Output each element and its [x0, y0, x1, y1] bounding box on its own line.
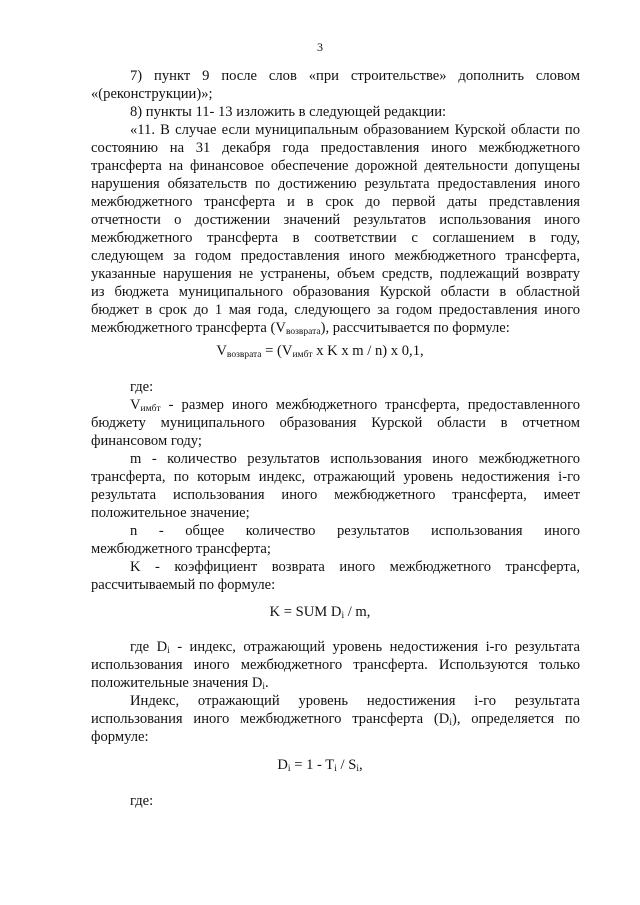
- text-line: n - общее количество результатов использования иного: [130, 523, 580, 539]
- text-line: «11. В случае если муниципальным образованием Курской области по: [130, 122, 580, 138]
- text-line: нарушения обязательств по достижению результата предоставления иного: [91, 176, 580, 192]
- text-line: 8) пункты 11- 13 изложить в следующей редакции:: [130, 104, 447, 120]
- text-line: положительные значения $D_i$.: [91, 675, 269, 692]
- text-line: межбюджетного трансферта $(V_{возврата})$, рассчитывается по формуле:: [91, 320, 510, 337]
- page-number: 3: [317, 40, 323, 54]
- text-line: состоянию на 31 декабря года предоставления иного межбюджетного: [91, 140, 580, 156]
- text-line: бюджет в срок до 1 мая года, следующего за годом предоставления иного: [91, 302, 580, 318]
- formula-v-return: $V_{возврата} = (V_{имбт}$ x K x m / n) x 0,1,: [216, 343, 424, 360]
- text-line: трансферта, по которым индекс, отражающий уровень недостижения i-го: [91, 469, 580, 485]
- text-line: межбюджетного трансферта и в срок до первой даты представления: [91, 194, 580, 210]
- text-line: «(реконструкции)»;: [91, 86, 213, 102]
- text-line: положительное значение;: [91, 505, 250, 521]
- text-line: где $D_i$ - индекс, отражающий уровень недостижения i-го результата: [130, 639, 580, 656]
- text-line: $V_{имбт}$ - размер иного межбюджетного трансферта, предоставленного: [130, 397, 580, 414]
- text-line: рассчитываемый по формуле:: [91, 577, 276, 593]
- text-line: формуле:: [91, 729, 149, 745]
- formula-k: K = SUM $D_i$ / m,: [269, 604, 371, 621]
- text-line: где:: [130, 379, 154, 395]
- text-line: трансферта на финансовое обеспечение дорожной деятельности допущены: [91, 158, 580, 174]
- text-line: использования иного межбюджетного трансферта. Используются только: [91, 657, 580, 673]
- text-line: 7) пункт 9 после слов «при строительстве» дополнить словом: [130, 68, 580, 84]
- text-line: следующем за годом предоставления иного межбюджетного трансферта,: [91, 248, 580, 264]
- formula-d: $D_i = 1 - T_i / S_i$,: [277, 757, 363, 774]
- text-line: отчетности о достижении значений результатов использования иного: [91, 212, 580, 228]
- text-line: Индекс, отражающий уровень недостижения i-го результата: [130, 693, 580, 709]
- text-line: из бюджета муниципального образования Курской области в областной: [91, 284, 580, 300]
- text-line: межбюджетного трансферта в соответствии с соглашением в году,: [91, 230, 580, 246]
- text-line: указанные нарушения не устранены, объем средств, подлежащий возврату: [91, 266, 580, 282]
- text-line: использования иного межбюджетного трансферта $(D_i)$, определяется по: [91, 711, 580, 728]
- text-line: где:: [130, 793, 154, 809]
- text-line: межбюджетного трансферта;: [91, 541, 271, 557]
- text-line: финансовом году;: [91, 433, 202, 449]
- text-line: бюджету муниципального образования Курской области в отчетном: [91, 415, 580, 431]
- text-line: K - коэффициент возврата иного межбюджетного трансферта,: [130, 559, 580, 575]
- text-line: результата использования иного межбюджетного трансферта, имеет: [91, 487, 580, 503]
- text-line: m - количество результатов использования иного межбюджетного: [130, 451, 580, 467]
